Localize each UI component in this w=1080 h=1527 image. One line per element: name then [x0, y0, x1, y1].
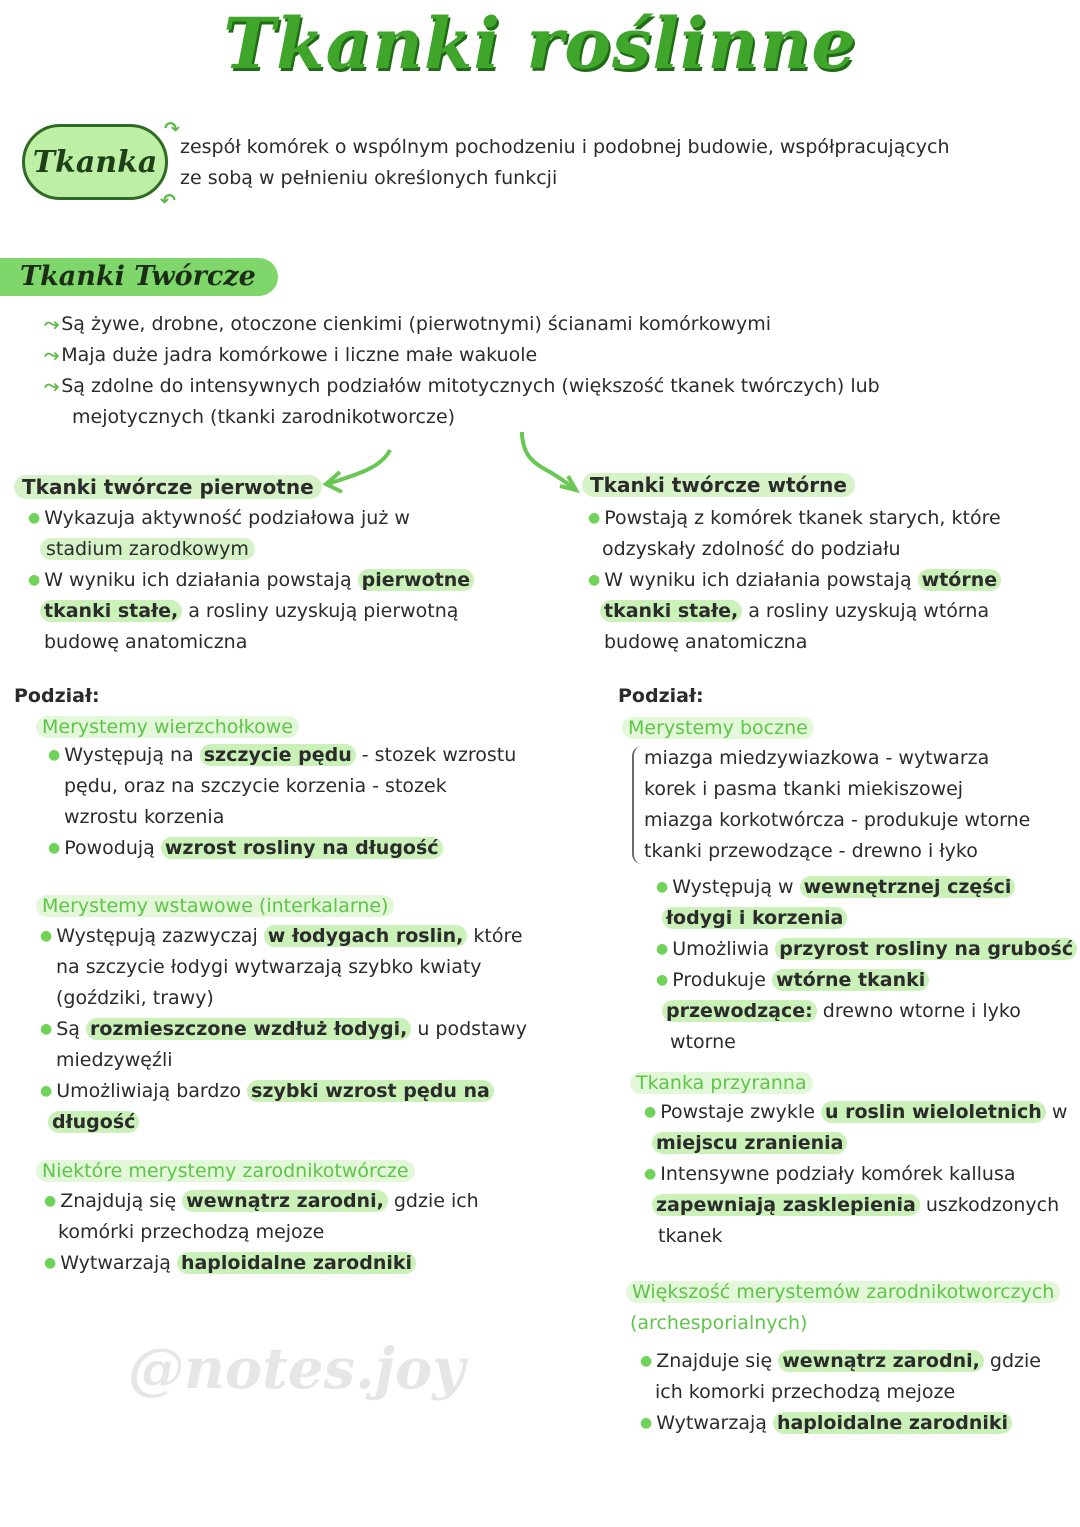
definition-line: zespół komórek o wspólnym pochodzeniu i podobnej budowie, współpracujących [180, 136, 950, 158]
left-p2-cont: budowę anatomiczna [44, 631, 248, 653]
left-m2-a: ● Występują zazwyczaj w łodygach roslin, które [40, 925, 523, 947]
left-m1-b: ● Powodują wzrost rosliny na długość [48, 833, 443, 863]
squiggle-arrow-icon: ⤳ [44, 344, 60, 366]
right-p2-cont: tkanki stałe, a rosliny uzyskują wtórna [600, 596, 989, 626]
brace-bracket [632, 746, 644, 864]
left-m3-b: ● Wytwarzają haploidalne zarodniki [44, 1248, 416, 1278]
right-m2-b-cont: tkanek [658, 1225, 723, 1247]
right-m2-b-cont: zapewniają zasklepienia uszkodzonych [652, 1190, 1059, 1220]
right-m2-title: Tkanka przyranna [630, 1068, 813, 1098]
right-heading: Tkanki twórcze wtórne [582, 470, 855, 501]
left-heading: Tkanki twórcze pierwotne [14, 472, 322, 503]
left-m1-a: ● Występują na szczycie pędu - stozek wzrostu [48, 744, 517, 766]
right-p2: ● W wyniku ich działania powstają wtórne [588, 565, 1001, 595]
left-m3-title: Niektóre merystemy zarodnikotwórcze [36, 1156, 415, 1186]
right-m3-a-cont: ich komorki przechodzą mejoze [655, 1381, 956, 1403]
left-m3-a: ● Znajdują się wewnątrz zarodni, gdzie ich [44, 1190, 479, 1212]
right-m1-c: ● Produkuje wtórne tkanki [656, 965, 929, 995]
right-m1-brace: tkanki przewodzące - drewno i łyko [644, 840, 978, 862]
left-podzial: Podział: [14, 685, 100, 707]
right-m3-title-cont: (archesporialnych) [630, 1312, 808, 1334]
right-m1-b: ● Umożliwia przyrost rosliny na grubość [656, 934, 1077, 964]
right-m1-c-cont: przewodzące: drewno wtorne i lyko [662, 996, 1021, 1026]
right-m1-brace: miazga miedzywiazkowa - wytwarza [644, 747, 990, 769]
left-m2-a-cont: na szczycie łodygi wytwarzają szybko kwiaty [56, 956, 482, 978]
left-m1-a-cont: pędu, oraz na szczycie korzenia - stozek [64, 775, 447, 797]
right-m1-brace: miazga korkotwórcza - produkuje wtorne [644, 809, 1031, 831]
left-p2-cont: tkanki stałe, a rosliny uzyskują pierwotną [40, 596, 458, 626]
left-p1-cont: stadium zarodkowym [40, 534, 255, 564]
intro-item: ⤳ Są zdolne do intensywnych podziałów mitotycznych (większość tkanek twórczych) lub [44, 375, 880, 397]
left-m2-title: Merystemy wstawowe (interkalarne) [36, 891, 394, 921]
left-p2: ● W wyniku ich działania powstają pierwotne [28, 565, 474, 595]
intro-item-cont: mejotycznych (tkanki zarodnikotworcze) [72, 406, 456, 428]
right-m1-a: ● Występują w wewnętrznej części [656, 872, 1015, 902]
section-heading: Tkanki Twórcze [0, 258, 278, 296]
definition-term-cloud: Tkanka [22, 124, 168, 200]
left-m1-title: Merystemy wierzchołkowe [36, 712, 299, 742]
right-m2-b: ● Intensywne podziały komórek kallusa [644, 1163, 1016, 1185]
right-m3-b: ● Wytwarzają haploidalne zarodniki [640, 1408, 1012, 1438]
squiggle-arrow-icon: ⤳ [44, 313, 60, 335]
right-m1-title: Merystemy boczne [622, 713, 814, 743]
right-m1-a-cont: łodygi i korzenia [662, 903, 847, 933]
left-m2-c-cont: długość [48, 1107, 139, 1137]
right-podzial: Podział: [618, 685, 704, 707]
right-m2-a: ● Powstaje zwykle u roslin wieloletnich w [644, 1101, 1068, 1123]
left-p1: ● Wykazuja aktywność podziałowa już w [28, 507, 410, 529]
watermark: @notes.joy [128, 1336, 465, 1402]
curl-arrow-icon: ↶ [160, 190, 176, 212]
right-p1: ● Powstają z komórek tkanek starych, które [588, 507, 1001, 529]
left-m2-c: ● Umożliwiają bardzo szybki wzrost pędu na [40, 1076, 494, 1106]
right-m3-title: Większość merystemów zarodnikotworczych [626, 1277, 1060, 1307]
left-m3-a-cont: komórki przechodzą mejoze [58, 1221, 325, 1243]
right-p1-cont: odzyskały zdolność do podziału [602, 538, 901, 560]
squiggle-arrow-icon: ⤳ [44, 375, 60, 397]
curl-arrow-icon: ↷ [164, 118, 180, 140]
right-p2-cont: budowę anatomiczna [604, 631, 808, 653]
intro-item: ⤳ Maja duże jadra komórkowe i liczne małe wakuole [44, 344, 538, 366]
left-m1-a-cont: wzrostu korzenia [64, 806, 225, 828]
right-m1-c-cont: wtorne [670, 1031, 736, 1053]
intro-item: ⤳ Są żywe, drobne, otoczone cienkimi (pierwotnymi) ścianami komórkowymi [44, 313, 772, 335]
definition-line: ze sobą w pełnieniu określonych funkcji [180, 167, 558, 189]
right-m1-brace: korek i pasma tkanki miekiszowej [644, 778, 964, 800]
left-m2-b: ● Są rozmieszczone wzdłuż łodygi, u podstawy [40, 1018, 527, 1040]
right-m3-a: ● Znajduje się wewnątrz zarodni, gdzie [640, 1350, 1041, 1372]
right-m2-a-cont: miejscu zranienia [652, 1128, 847, 1158]
left-m2-b-cont: miedzywęźli [56, 1049, 173, 1071]
left-m2-a-cont: (goździki, trawy) [56, 987, 214, 1009]
page-title: Tkanki roślinne [223, 2, 857, 85]
branch-arrows-icon [310, 432, 610, 502]
